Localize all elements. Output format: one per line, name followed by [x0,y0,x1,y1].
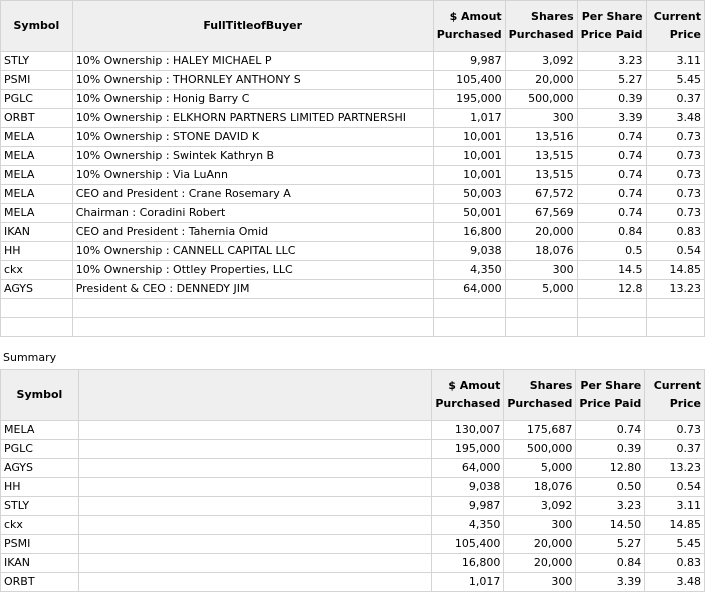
buyer-title-cell[interactable]: 10% Ownership : HALEY MICHAEL P [72,52,433,71]
summary-shares-cell[interactable]: 5,000 [504,459,576,478]
summary-blank-cell[interactable] [78,459,432,478]
table-row [1,204,705,223]
price-paid-cell[interactable]: 0.5 [577,242,646,261]
amount-cell[interactable]: 4,350 [433,261,505,280]
summary-current-price-cell[interactable]: 0.73 [645,421,705,440]
summary-col-header-blank [78,370,432,421]
summary-col-header-shares[interactable]: Shares Purchased [504,370,576,421]
price-paid-cell[interactable]: 0.74 [577,147,646,166]
table-row [1,52,705,71]
symbol-cell[interactable]: MELA [1,128,73,147]
price-paid-cell[interactable]: 3.39 [577,109,646,128]
summary-header-row [1,370,705,421]
current-price-cell[interactable]: 0.73 [646,185,704,204]
summary-blank-cell[interactable] [78,573,432,592]
summary-current-price-cell[interactable]: 3.11 [645,497,705,516]
summary-symbol-cell[interactable]: STLY [1,497,79,516]
summary-shares-cell[interactable]: 3,092 [504,497,576,516]
col-header-shares[interactable]: Shares Purchased [505,1,577,52]
current-price-cell[interactable]: 0.73 [646,166,704,185]
summary-amount-cell[interactable]: 64,000 [432,459,504,478]
price-paid-cell[interactable]: 0.74 [577,204,646,223]
empty-cell[interactable] [72,299,433,318]
symbol-cell[interactable]: ckx [1,261,73,280]
current-price-cell[interactable]: 0.83 [646,223,704,242]
summary-amount-cell[interactable]: 1,017 [432,573,504,592]
summary-amount-cell[interactable]: 195,000 [432,440,504,459]
col-header-price-paid[interactable]: Per Share Price Paid [577,1,646,52]
table-row [1,242,705,261]
table-row [1,166,705,185]
summary-amount-cell[interactable]: 130,007 [432,421,504,440]
empty-cell[interactable] [1,318,73,337]
empty-cell[interactable] [433,318,505,337]
empty-cell[interactable] [577,318,646,337]
summary-blank-cell[interactable] [78,478,432,497]
empty-row [1,299,705,318]
symbol-cell[interactable]: IKAN [1,223,73,242]
summary-blank-cell[interactable] [78,516,432,535]
current-price-cell[interactable]: 0.37 [646,90,704,109]
summary-amount-cell[interactable]: 105,400 [432,535,504,554]
summary-price-paid-cell[interactable]: 0.50 [576,478,645,497]
buyer-title-cell[interactable]: 10% Ownership : Ottley Properties, LLC [72,261,433,280]
amount-cell[interactable]: 50,001 [433,204,505,223]
table-row [1,71,705,90]
summary-col-header-symbol[interactable]: Symbol [1,370,79,421]
empty-cell[interactable] [646,318,704,337]
symbol-cell[interactable]: MELA [1,204,73,223]
summary-current-price-cell[interactable]: 5.45 [645,535,705,554]
summary-row [1,573,705,592]
summary-label: Summary [3,351,57,364]
summary-row [1,440,705,459]
buyer-title-cell[interactable]: 10% Ownership : STONE DAVID K [72,128,433,147]
summary-blank-cell[interactable] [78,497,432,516]
price-paid-cell[interactable]: 14.5 [577,261,646,280]
price-paid-cell[interactable]: 12.8 [577,280,646,299]
buyer-title-cell[interactable]: 10% Ownership : Honig Barry C [72,90,433,109]
symbol-cell[interactable]: PGLC [1,90,73,109]
empty-cell[interactable] [577,299,646,318]
table-row [1,128,705,147]
price-paid-cell[interactable]: 0.74 [577,128,646,147]
table-row [1,223,705,242]
summary-amount-cell[interactable]: 4,350 [432,516,504,535]
shares-cell[interactable]: 3,092 [505,52,577,71]
empty-cell[interactable] [505,318,577,337]
summary-symbol-cell[interactable]: PGLC [1,440,79,459]
summary-shares-cell[interactable]: 20,000 [504,535,576,554]
amount-cell[interactable]: 1,017 [433,109,505,128]
price-paid-cell[interactable]: 0.39 [577,90,646,109]
summary-shares-cell[interactable]: 18,076 [504,478,576,497]
summary-amount-cell[interactable]: 9,987 [432,497,504,516]
col-header-full-title[interactable]: FullTitleofBuyer [72,1,433,52]
symbol-cell[interactable]: ORBT [1,109,73,128]
shares-cell[interactable]: 13,516 [505,128,577,147]
summary-price-paid-cell[interactable]: 12.80 [576,459,645,478]
summary-col-header-amount[interactable]: $ Amout Purchased [432,370,504,421]
empty-cell[interactable] [433,299,505,318]
amount-cell[interactable]: 10,001 [433,147,505,166]
empty-cell[interactable] [1,299,73,318]
shares-cell[interactable]: 500,000 [505,90,577,109]
table-row [1,185,705,204]
buyer-title-cell[interactable]: 10% Ownership : ELKHORN PARTNERS LIMITED PARTNERSHI [72,109,433,128]
amount-cell[interactable]: 105,400 [433,71,505,90]
col-header-current-price[interactable]: Current Price [646,1,704,52]
amount-cell[interactable]: 50,003 [433,185,505,204]
summary-row [1,478,705,497]
summary-symbol-cell[interactable]: PSMI [1,535,79,554]
buyer-title-cell[interactable]: 10% Ownership : THORNLEY ANTHONY S [72,71,433,90]
summary-price-paid-cell[interactable]: 5.27 [576,535,645,554]
amount-cell[interactable]: 9,038 [433,242,505,261]
summary-blank-cell[interactable] [78,554,432,573]
summary-symbol-cell[interactable]: IKAN [1,554,79,573]
symbol-cell[interactable]: MELA [1,166,73,185]
amount-cell[interactable]: 16,800 [433,223,505,242]
col-header-amount[interactable]: $ Amout Purchased [433,1,505,52]
summary-shares-cell[interactable]: 500,000 [504,440,576,459]
summary-row [1,497,705,516]
price-paid-cell[interactable]: 0.84 [577,223,646,242]
summary-price-paid-cell[interactable]: 3.39 [576,573,645,592]
shares-cell[interactable]: 20,000 [505,223,577,242]
table-row [1,147,705,166]
summary-price-paid-cell[interactable]: 0.84 [576,554,645,573]
amount-cell[interactable]: 195,000 [433,90,505,109]
summary-row [1,516,705,535]
current-price-cell[interactable]: 0.73 [646,204,704,223]
shares-cell[interactable]: 67,572 [505,185,577,204]
summary-current-price-cell[interactable]: 0.37 [645,440,705,459]
summary-row [1,421,705,440]
summary-blank-cell[interactable] [78,440,432,459]
shares-cell[interactable]: 67,569 [505,204,577,223]
current-price-cell[interactable]: 13.23 [646,280,704,299]
symbol-cell[interactable]: HH [1,242,73,261]
summary-amount-cell[interactable]: 9,038 [432,478,504,497]
price-paid-cell[interactable]: 3.23 [577,52,646,71]
current-price-cell[interactable]: 0.73 [646,147,704,166]
summary-row [1,535,705,554]
shares-cell[interactable]: 5,000 [505,280,577,299]
symbol-cell[interactable]: PSMI [1,71,73,90]
current-price-cell[interactable]: 3.48 [646,109,704,128]
table-row [1,280,705,299]
amount-cell[interactable]: 64,000 [433,280,505,299]
buyer-title-cell[interactable]: CEO and President : Crane Rosemary A [72,185,433,204]
header-row [1,1,705,52]
price-paid-cell[interactable]: 0.74 [577,185,646,204]
buyer-title-cell[interactable]: CEO and President : Tahernia Omid [72,223,433,242]
shares-cell[interactable]: 13,515 [505,166,577,185]
shares-cell[interactable]: 300 [505,109,577,128]
buyer-title-cell[interactable]: 10% Ownership : Swintek Kathryn B [72,147,433,166]
summary-col-header-current-price[interactable]: Current Price [645,370,705,421]
shares-cell[interactable]: 18,076 [505,242,577,261]
buyer-title-cell[interactable]: 10% Ownership : CANNELL CAPITAL LLC [72,242,433,261]
shares-cell[interactable]: 300 [505,261,577,280]
symbol-cell[interactable]: MELA [1,185,73,204]
summary-shares-cell[interactable]: 175,687 [504,421,576,440]
amount-cell[interactable]: 9,987 [433,52,505,71]
summary-symbol-cell[interactable]: ckx [1,516,79,535]
amount-cell[interactable]: 10,001 [433,128,505,147]
summary-price-paid-cell[interactable]: 14.50 [576,516,645,535]
summary-shares-cell[interactable]: 300 [504,516,576,535]
empty-cell[interactable] [72,318,433,337]
table-row [1,90,705,109]
current-price-cell[interactable]: 0.73 [646,128,704,147]
summary-current-price-cell[interactable]: 14.85 [645,516,705,535]
summary-symbol-cell[interactable]: ORBT [1,573,79,592]
price-paid-cell[interactable]: 5.27 [577,71,646,90]
summary-symbol-cell[interactable]: HH [1,478,79,497]
summary-symbol-cell[interactable]: AGYS [1,459,79,478]
summary-row [1,554,705,573]
summary-col-header-price-paid[interactable]: Per Share Price Paid [576,370,645,421]
current-price-cell[interactable]: 14.85 [646,261,704,280]
empty-cell[interactable] [646,299,704,318]
symbol-cell[interactable]: MELA [1,147,73,166]
summary-shares-cell[interactable]: 300 [504,573,576,592]
summary-symbol-cell[interactable]: MELA [1,421,79,440]
summary-current-price-cell[interactable]: 0.83 [645,554,705,573]
summary-blank-cell[interactable] [78,421,432,440]
price-paid-cell[interactable]: 0.74 [577,166,646,185]
summary-amount-cell[interactable]: 16,800 [432,554,504,573]
buyer-title-cell[interactable]: 10% Ownership : Via LuAnn [72,166,433,185]
shares-cell[interactable]: 13,515 [505,147,577,166]
summary-price-paid-cell[interactable]: 3.23 [576,497,645,516]
summary-current-price-cell[interactable]: 3.48 [645,573,705,592]
empty-row [1,318,705,337]
summary-table [0,369,705,592]
current-price-cell[interactable]: 5.45 [646,71,704,90]
col-header-symbol[interactable]: Symbol [1,1,73,52]
shares-cell[interactable]: 20,000 [505,71,577,90]
table-row [1,109,705,128]
empty-cell[interactable] [505,299,577,318]
symbol-cell[interactable]: AGYS [1,280,73,299]
current-price-cell[interactable]: 3.11 [646,52,704,71]
buyer-title-cell[interactable]: President & CEO : DENNEDY JIM [72,280,433,299]
summary-price-paid-cell[interactable]: 0.39 [576,440,645,459]
current-price-cell[interactable]: 0.54 [646,242,704,261]
summary-blank-cell[interactable] [78,535,432,554]
summary-price-paid-cell[interactable]: 0.74 [576,421,645,440]
summary-row [1,459,705,478]
table-row [1,261,705,280]
summary-current-price-cell[interactable]: 0.54 [645,478,705,497]
amount-cell[interactable]: 10,001 [433,166,505,185]
summary-shares-cell[interactable]: 20,000 [504,554,576,573]
buyer-title-cell[interactable]: Chairman : Coradini Robert [72,204,433,223]
symbol-cell[interactable]: STLY [1,52,73,71]
summary-current-price-cell[interactable]: 13.23 [645,459,705,478]
